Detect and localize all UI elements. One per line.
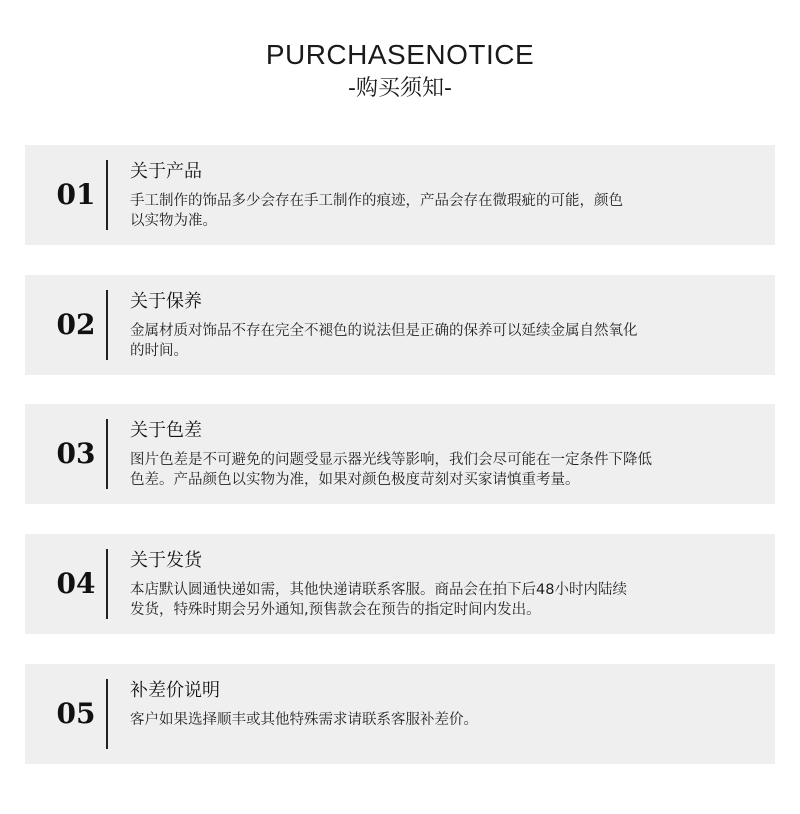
notice-card-shipping bbox=[25, 534, 775, 634]
notice-card-maintenance bbox=[25, 275, 775, 375]
notice-divider bbox=[106, 549, 108, 619]
notice-text: 本店默认圆通快递如需，其他快递请联系客服。商品会在拍下后48小时内陆续 发货，特殊时期会另外通知,预售款会在预告的指定时间内发出。 bbox=[130, 582, 627, 618]
notice-number: 01 bbox=[56, 178, 96, 211]
notice-body bbox=[130, 159, 760, 231]
page-title-chinese: -购买须知- bbox=[348, 76, 452, 101]
notice-number: 02 bbox=[56, 308, 96, 341]
notice-title: 关于发货 bbox=[130, 550, 202, 571]
notice-title: 关于色差 bbox=[130, 420, 202, 441]
notice-body bbox=[130, 289, 760, 361]
notice-body bbox=[130, 678, 760, 730]
notice-text: 图片色差是不可避免的问题受显示器光线等影响，我们会尽可能在一定条件下降低 色差。产品颜色以实物为准，如果对颜色极度苛刻对买家请慎重考量。 bbox=[130, 452, 652, 488]
notice-text: 金属材质对饰品不存在完全不褪色的说法但是正确的保养可以延续金属自然氧化 的时间。 bbox=[130, 323, 638, 359]
notice-text: 客户如果选择顺丰或其他特殊需求请联系客服补差价。 bbox=[130, 712, 478, 728]
notice-divider bbox=[106, 290, 108, 360]
page-title-english: PURCHASENOTICE bbox=[265, 39, 535, 70]
notice-divider bbox=[106, 419, 108, 489]
notice-title: 关于产品 bbox=[130, 161, 202, 182]
notice-card-product bbox=[25, 145, 775, 245]
notice-card-price-difference bbox=[25, 664, 775, 764]
notice-divider bbox=[106, 679, 108, 749]
notice-text: 手工制作的饰品多少会存在手工制作的痕迹，产品会存在微瑕疵的可能，颜色 以实物为准。 bbox=[130, 193, 623, 229]
notice-title: 补差价说明 bbox=[130, 680, 220, 701]
notice-number: 03 bbox=[56, 437, 96, 470]
notice-number: 05 bbox=[56, 697, 96, 730]
notice-number: 04 bbox=[56, 567, 96, 600]
notice-card-color-difference bbox=[25, 404, 775, 504]
notice-title: 关于保养 bbox=[130, 291, 202, 312]
notice-divider bbox=[106, 160, 108, 230]
notice-body bbox=[130, 418, 760, 490]
notice-body bbox=[130, 548, 760, 620]
page-header bbox=[0, 38, 800, 104]
